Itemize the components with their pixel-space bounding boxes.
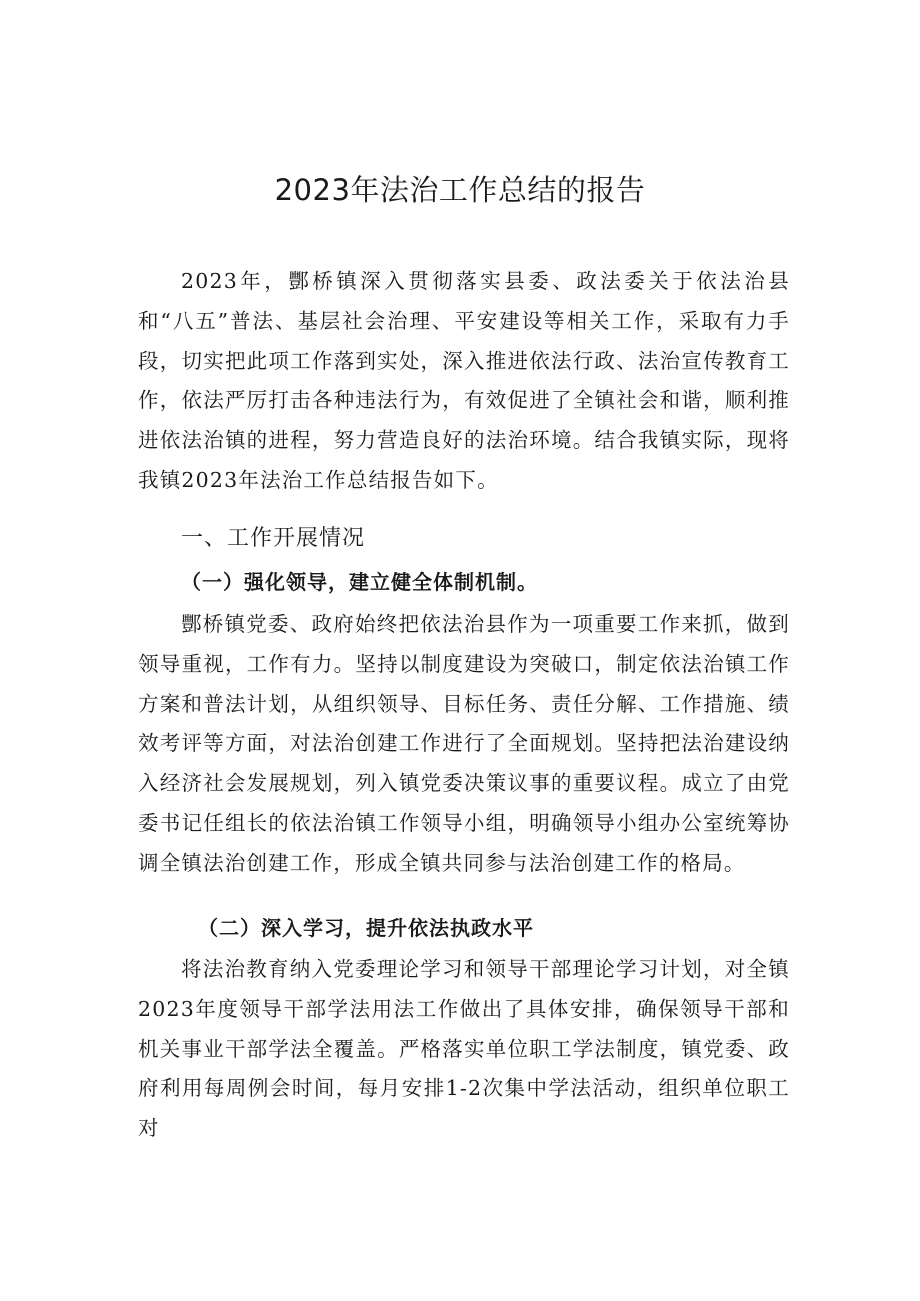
leadership-paragraph: 酆桥镇党委、政府始终把依法治县作为一项重要工作来抓，做到领导重视，工作有力。坚持以制度建设为突破口，制定依法治镇工作方案和普法计划，从组织领导、目标任务、责任分解、工作措施、绩效考评等方面，对法治创建工作进行了全面规划。坚持把法治建设纳入经济社会发展规划，列入镇党委决策议事的重要议程。成立了由党委书记任组长的依法治镇工作领导小组，明确领导小组办公室统筹协调全镇法治创建工作，形成全镇共同参与法治创建工作的格局。: [138, 612, 790, 875]
subsection-heading-study: （二）深入学习，提升依法执政水平: [198, 916, 534, 940]
intro-paragraph: 2023年，酆桥镇深入贯彻落实县委、政法委关于依法治县和“八五”普法、基层社会治理、平安建设等相关工作，采取有力手段，切实把此项工作落到实处，深入推进依法行政、法治宣传教育工作，依法严厉打击各种违法行为，有效促进了全镇社会和谐，顺利推进依法治镇的进程，努力营造良好的法治环境。结合我镇实际，现将我镇2023年法治工作总结报告如下。: [138, 269, 790, 492]
study-paragraph: 将法治教育纳入党委理论学习和领导干部理论学习计划，对全镇2023年度领导干部学法用法工作做出了具体安排，确保领导干部和机关事业干部学法全覆盖。严格落实单位职工学法制度，镇党委、政府利用每周例会时间，每月安排1-2次集中学法活动，组织单位职工对: [138, 957, 790, 1141]
subsection-heading-leadership: （一）强化领导，建立健全体制机制。: [181, 570, 538, 594]
section-heading-work-progress: 一、工作开展情况: [181, 526, 366, 551]
document-title: 2023年法治工作总结的报告: [274, 173, 646, 207]
